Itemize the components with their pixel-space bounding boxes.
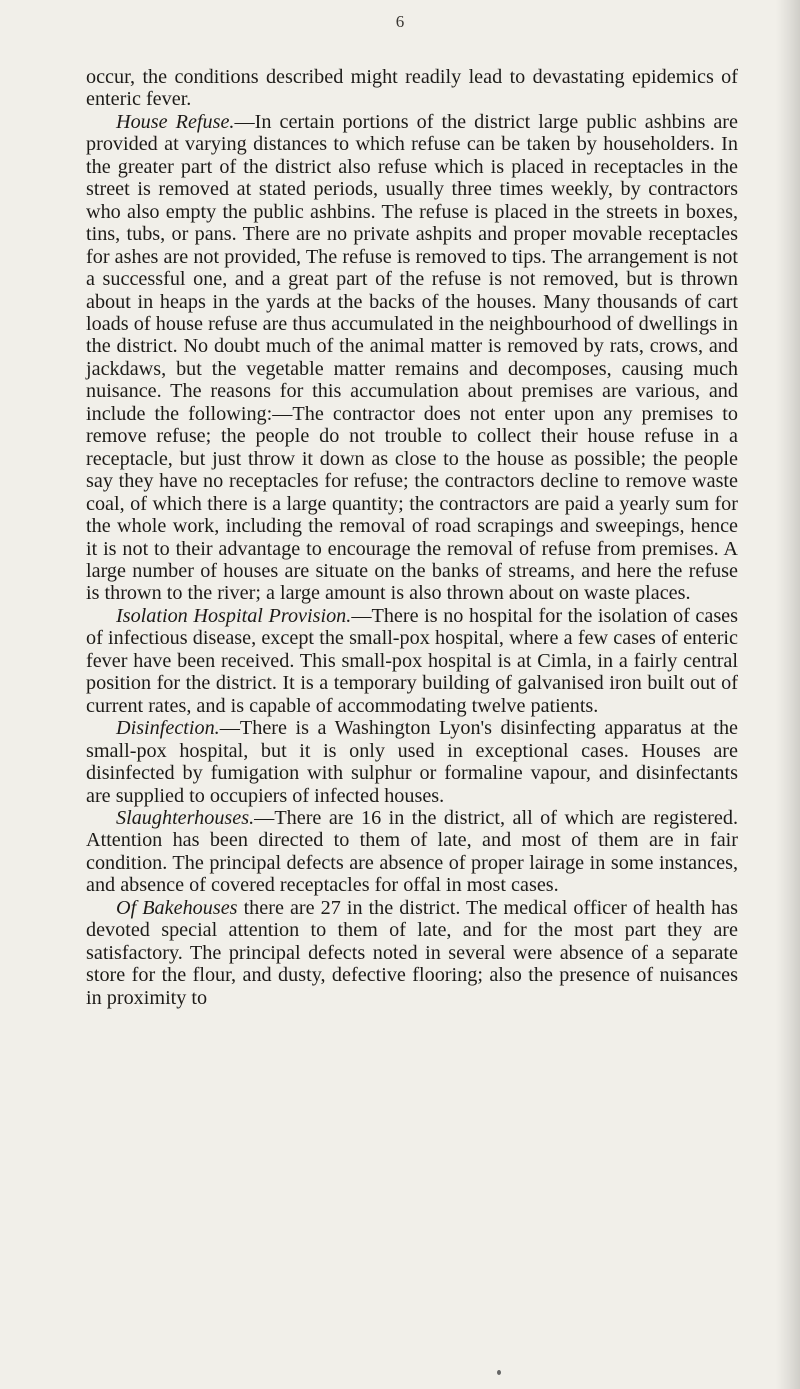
- paragraph-continuation: [86, 66, 738, 111]
- print-speck: [497, 1370, 501, 1375]
- paragraph-house-refuse: [86, 111, 738, 605]
- paragraph-text: —There is a Washington Lyon's disinfecting apparatus at the small-pox hospital, but it is only used in exceptional cases. Houses are disinfected by fumigation with sulphur or formaline vapour, and disinfectants are supplied to occupiers of infected houses.: [86, 717, 738, 807]
- section-heading: Disinfection.: [116, 717, 220, 740]
- section-heading: Of Bakehouses: [116, 896, 238, 919]
- paragraph-text: —In certain portions of the district large public ashbins are provided at varying distances to which refuse can be taken by householders. In the greater part of the district also refuse which is placed in receptacles in the street is removed at stated periods, usually three times weekly, by contractors who also empty the public ashbins. The refuse is placed in the streets in boxes, tins, tubs, or pans. There are no private ashpits and proper movable receptacles for ashes are not provided, The refuse is removed to tips. The arrangement is not a successful one, and a great part of the refuse is not removed, but is thrown about in heaps in the yards at the backs of the houses. Many thousands of cart loads of house refuse are thus accumulated in the neighbourhood of dwellings in the district. No doubt much of the animal matter is removed by rats, crows, and jackdaws, but the vegetable matter remains and decomposes, causing much nuisance. The reasons for this accumulation about premises are various, and include the following:—The contractor does not enter upon any premises to remove refuse; the people do not trouble to collect their house refuse in a receptacle, but just throw it down as close to the house as possible; the people say they have no receptacles for refuse; the contractors decline to remove waste coal, of which there is a large quantity; the contractors are paid a yearly sum for the whole work, including the removal of road scrapings and sweepings, hence it is not to their advantage to encourage the removal of refuse from premises. A large number of houses are situate on the banks of streams, and here the refuse is thrown to the river; a large amount is also thrown about on waste places.: [86, 110, 738, 605]
- paragraph-text: —There are 16 in the district, all of which are registered. Attention has been directed to them of late, and most of them are in fair condition. The principal defects are absence of proper lairage in some instances, and absence of covered receptacles for offal in most cases.: [86, 806, 738, 897]
- page-edge-shadow: [776, 0, 800, 1389]
- paragraph-text: —There is no hospital for the isolation of cases of infectious disease, except the small-pox hospital, where a few cases of enteric fever have been received. This small-pox hospital is at Cimla, in a fairly central position for the district. It is a temporary building of galvanised iron built out of current rates, and is capable of accommodating twelve patients.: [86, 604, 739, 717]
- paragraph-slaughterhouses: [86, 807, 738, 897]
- paragraph-text: there are 27 in the district. The medical officer of health has devoted special attention to them of late, and for the most part they are satisfactory. The principal defects noted in several were absence of a separate store for the flour, and dusty, defective flooring; also the presence of nuisances in proximity to: [86, 896, 738, 1009]
- section-heading: Isolation Hospital Provision.: [116, 604, 352, 627]
- paragraph-bakehouses: [86, 897, 738, 1009]
- paragraph-isolation-hospital: [86, 605, 738, 717]
- section-heading: House Refuse.: [116, 110, 235, 133]
- body-text: [86, 66, 738, 1009]
- paragraph-disinfection: [86, 717, 738, 807]
- page-number: 6: [395, 12, 405, 31]
- section-heading: Slaughterhouses.: [116, 806, 255, 829]
- paragraph-text: occur, the conditions described might readily lead to devastating epidemics of enteric fever.: [86, 66, 738, 111]
